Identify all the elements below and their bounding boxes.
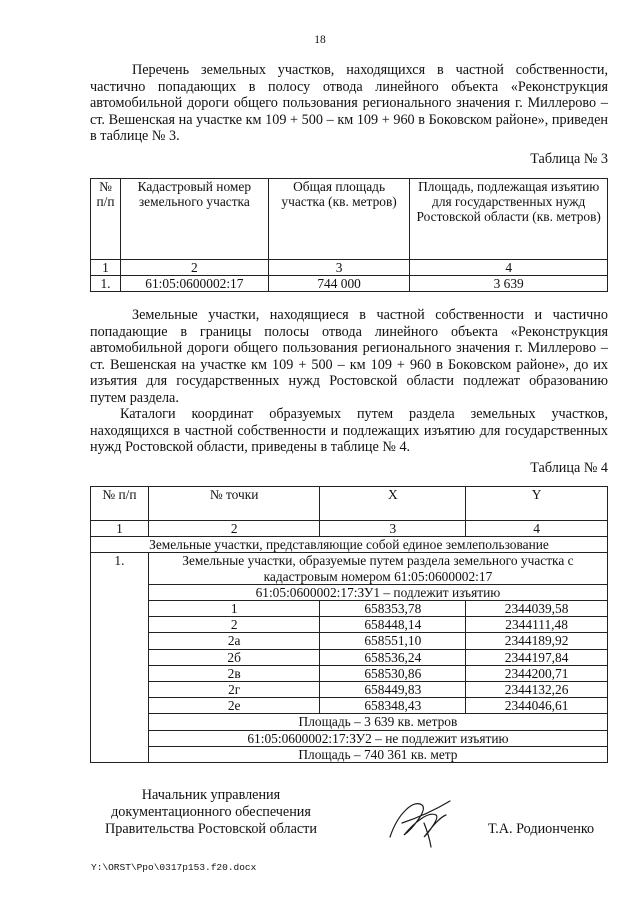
table3-header-row	[91, 179, 608, 260]
table4-plot2-area: Площадь – 740 361 кв. метр	[148, 746, 607, 762]
table4-index-cell: 3	[320, 521, 466, 537]
point-y: 2344111,48	[466, 617, 608, 633]
point-y: 2344132,26	[466, 682, 608, 698]
footer-file-path: Y:\ORST\Ppo\0317p153.f20.docx	[91, 862, 257, 873]
table3-header-cell: Кадастровый номер земельного участка	[120, 179, 268, 260]
point-number: 2е	[148, 698, 320, 714]
table-row	[91, 584, 608, 600]
point-y: 2344200,71	[466, 665, 608, 681]
point-y: 2344189,92	[466, 633, 608, 649]
table-3	[90, 178, 608, 292]
table3-index-cell: 2	[120, 260, 268, 276]
point-x: 658448,14	[320, 617, 466, 633]
point-number: 2а	[148, 633, 320, 649]
intro-paragraph: Перечень земельных участков, находящихся в частной собственности, частично попадающих в полосу отвода линейного объекта «Реконструкция автомобильной дороги общего пользования регионального значения г. Миллерово – ст. Вешенская на участке км 109 + 500 – км 109 + 960 в Боковском районе», приведен в таблице № 3.	[90, 62, 608, 145]
table3-index-cell: 1	[91, 260, 121, 276]
table4-index-row	[91, 521, 608, 537]
table4-header-cell: X	[320, 487, 466, 521]
table-row	[91, 617, 608, 633]
point-x: 658348,43	[320, 698, 466, 714]
signatory-position: Начальник управления документационного обеспечения Правительства Ростовской области	[105, 787, 317, 838]
point-y: 2344197,84	[466, 649, 608, 665]
table3-index-cell: 3	[268, 260, 410, 276]
subdivision-paragraph: Земельные участки, находящиеся в частной собственности и частично попадающие в границы полосы отвода линейного объекта «Реконструкция автомобильной дороги общего пользования регионального значения г. Миллерово – ст. Вешенская на участке км 109 + 500 – км 109 + 960 в Боковском районе», до их изъятия для государственных нужд Ростовской области подлежат образованию путем раздела.	[90, 307, 608, 406]
point-x: 658353,78	[320, 601, 466, 617]
table3-header-cell: № п/п	[91, 179, 121, 260]
table3-index-row	[91, 260, 608, 276]
table4-header-row	[91, 487, 608, 521]
table-row	[91, 665, 608, 681]
table-row	[91, 682, 608, 698]
point-x: 658449,83	[320, 682, 466, 698]
table3-cell: 744 000	[268, 276, 410, 292]
point-number: 2б	[148, 649, 320, 665]
catalog-paragraph: Каталоги координат образуемых путем раздела земельных участков, находящихся в частной собственности и подлежащих изъятию для государственных нужд Ростовской области, приведены в таблице № 4.	[90, 406, 608, 456]
table3-cell: 1.	[91, 276, 121, 292]
page-number: 18	[314, 34, 326, 46]
table4-plot2-title: 61:05:0600002:17:ЗУ2 – не подлежит изъятию	[148, 730, 607, 746]
table3-header-cell: Площадь, подлежащая изъятию для государственных нужд Ростовской области (кв. метров)	[410, 179, 608, 260]
table4-header-cell: № точки	[148, 487, 320, 521]
point-number: 2	[148, 617, 320, 633]
table4-section-row	[91, 537, 608, 553]
table4-plot1-area: Площадь – 3 639 кв. метров	[148, 714, 607, 730]
table4-section-title: Земельные участки, представляющие собой единое землепользование	[91, 537, 608, 553]
point-x: 658551,10	[320, 633, 466, 649]
table3-cell: 3 639	[410, 276, 608, 292]
table-row	[91, 553, 608, 584]
table3-header-cell: Общая площадь участка (кв. метров)	[268, 179, 410, 260]
point-y: 2344046,61	[466, 698, 608, 714]
table4-item-number: 1.	[91, 553, 149, 763]
table4-caption: Таблица № 4	[530, 460, 608, 476]
point-number: 1	[148, 601, 320, 617]
table-row	[91, 730, 608, 746]
table-row	[91, 649, 608, 665]
table4-index-cell: 2	[148, 521, 320, 537]
handwritten-signature	[384, 793, 456, 849]
table4-header-cell: № п/п	[91, 487, 149, 521]
table3-index-cell: 4	[410, 260, 608, 276]
table-row	[91, 276, 608, 292]
table3-cell: 61:05:0600002:17	[120, 276, 268, 292]
table3-caption: Таблица № 3	[530, 151, 608, 167]
table-row	[91, 714, 608, 730]
table-4	[90, 486, 608, 763]
table4-plot1-title: 61:05:0600002:17:ЗУ1 – подлежит изъятию	[148, 584, 607, 600]
table-row	[91, 633, 608, 649]
signatory-name: Т.А. Родионченко	[488, 821, 595, 837]
table4-header-cell: Y	[466, 487, 608, 521]
table-row	[91, 698, 608, 714]
table4-index-cell: 1	[91, 521, 149, 537]
point-x: 658536,24	[320, 649, 466, 665]
table-row	[91, 746, 608, 762]
point-x: 658530,86	[320, 665, 466, 681]
point-number: 2в	[148, 665, 320, 681]
point-y: 2344039,58	[466, 601, 608, 617]
table-row	[91, 601, 608, 617]
table4-item-description: Земельные участки, образуемые путем раздела земельного участка с кадастровым номером 61:05:0600002:17	[148, 553, 607, 584]
point-number: 2г	[148, 682, 320, 698]
table4-index-cell: 4	[466, 521, 608, 537]
